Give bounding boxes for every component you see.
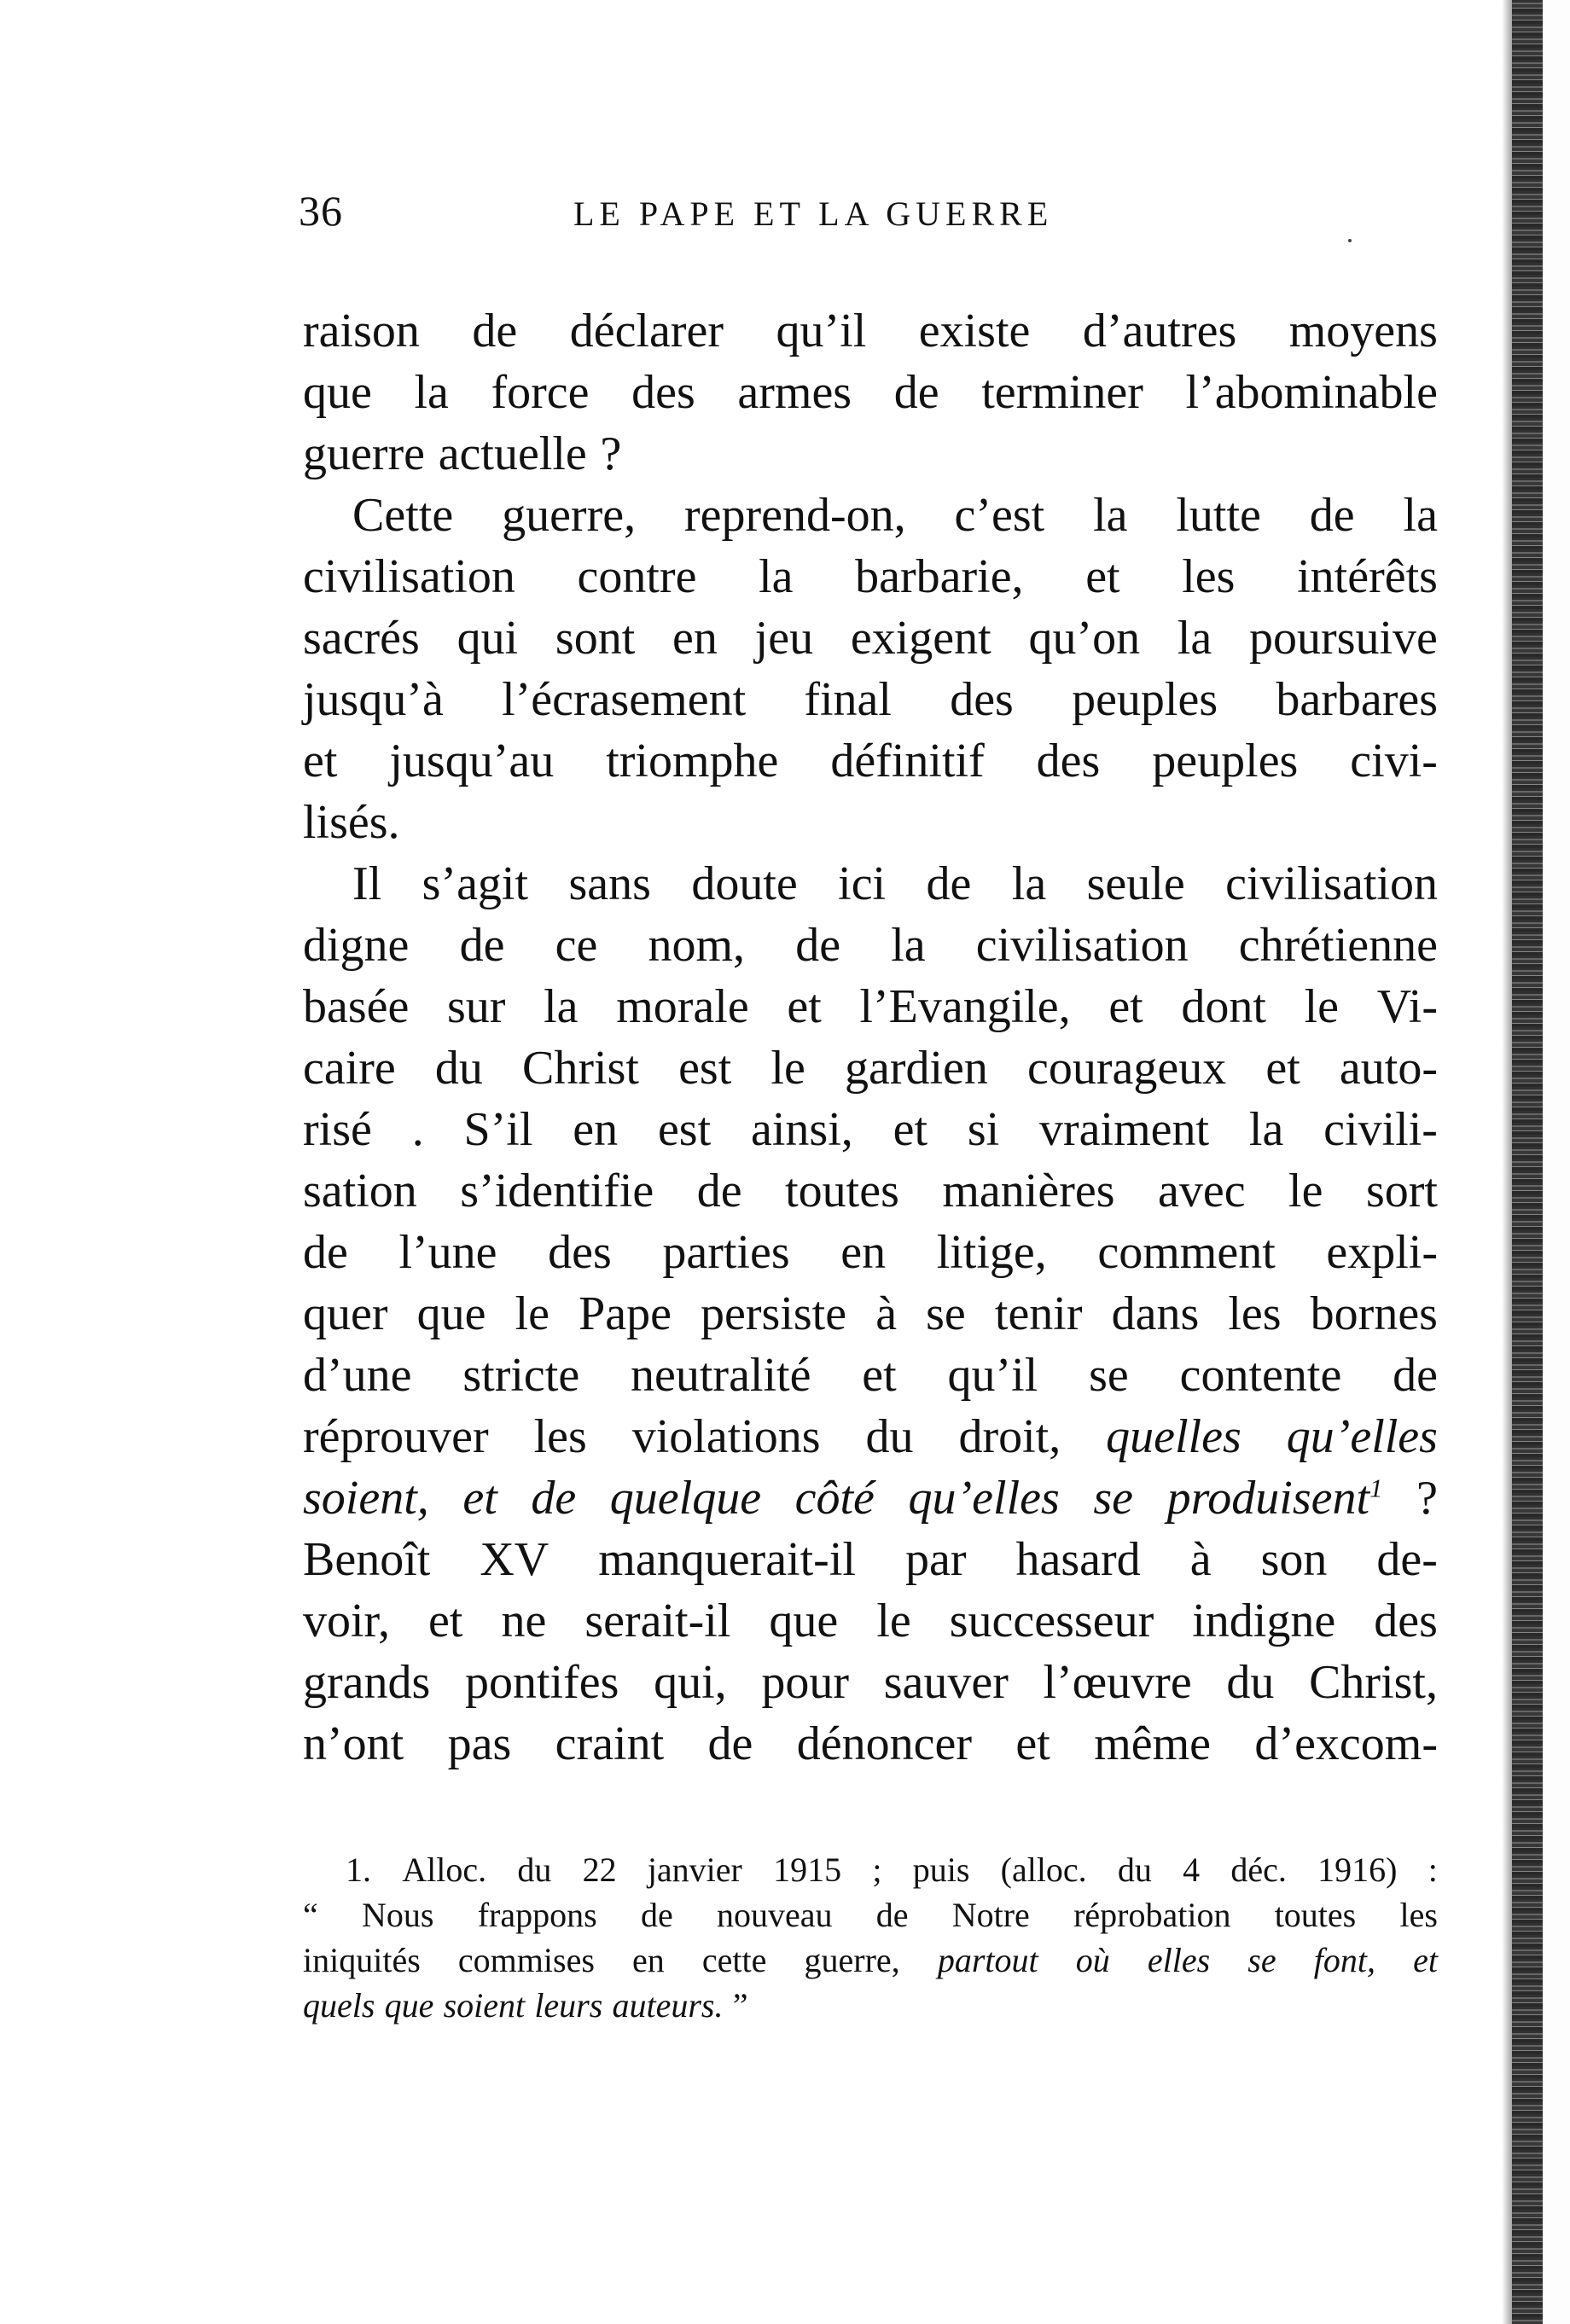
body-line: lisés. bbox=[303, 796, 400, 849]
body-text bbox=[303, 300, 1438, 1775]
body-line: digne de ce nom, de la civilisation chrétienne bbox=[303, 919, 1438, 972]
page-number: 36 bbox=[299, 187, 343, 235]
body-line: sation s’identifie de toutes manières avec le sort bbox=[303, 1165, 1438, 1217]
body-line: de l’une des parties en litige, comment expli- bbox=[303, 1226, 1438, 1279]
body-line: caire du Christ est le gardien courageux et auto- bbox=[303, 1042, 1438, 1095]
body-line: Cette guerre, reprend-on, c’est la lutte de la bbox=[352, 489, 1438, 542]
body-line: réprouver les violations du droit, quelles qu’elles bbox=[303, 1410, 1438, 1463]
body-line: basée sur la morale et l’Evangile, et dont le Vi- bbox=[303, 980, 1438, 1033]
running-head bbox=[299, 181, 1442, 241]
body-line: grands pontifes qui, pour sauver l’œuvre du Christ, bbox=[303, 1656, 1438, 1709]
page-edge-scan-artifact bbox=[1512, 0, 1543, 2324]
body-line: soient, et de quelque côté qu’elles se produisent$^1$ ? bbox=[303, 1472, 1438, 1525]
footnote-line: quels que soient leurs auteurs. ” bbox=[303, 1986, 748, 2025]
body-line: risé . S’il en est ainsi, et si vraiment la civili- bbox=[303, 1103, 1438, 1156]
body-line: jusqu’à l’écrasement final des peuples barbares bbox=[303, 673, 1438, 726]
body-line: Il s’agit sans doute ici de la seule civilisation bbox=[352, 857, 1438, 910]
footnote-marker: 1 bbox=[1369, 1473, 1383, 1503]
body-line: que la force des armes de terminer l’abominable bbox=[303, 366, 1438, 419]
body-line: et jusqu’au triomphe définitif des peuples civi- bbox=[303, 735, 1438, 787]
page-margin-right bbox=[1543, 0, 1570, 2324]
body-line: d’une stricte neutralité et qu’il se contente de bbox=[303, 1349, 1438, 1402]
body-line: civilisation contre la barbarie, et les intérêts bbox=[303, 550, 1438, 603]
running-title: LE PAPE ET LA GUERRE bbox=[573, 195, 1054, 233]
footnote-line: 1. Alloc. du 22 janvier 1915 ; puis (alloc. du 4 déc. 1916) : bbox=[346, 1850, 1438, 1889]
body-line: n’ont pas craint de dénoncer et même d’excom- bbox=[303, 1717, 1438, 1770]
body-line: Benoît XV manquerait-il par hasard à son de- bbox=[303, 1533, 1438, 1586]
footnote-line: iniquités commises en cette guerre, partout où elles se font, et bbox=[303, 1941, 1438, 1979]
body-line: voir, et ne serait-il que le successeur indigne des bbox=[303, 1595, 1438, 1647]
page-gutter-shadow bbox=[1502, 0, 1512, 2324]
footnotes bbox=[303, 1847, 1438, 2028]
body-line: sacrés qui sont en jeu exigent qu’on la poursuive bbox=[303, 612, 1438, 665]
footnote-line: “ Nous frappons de nouveau de Notre réprobation toutes les bbox=[303, 1896, 1438, 1934]
body-line: raison de déclarer qu’il existe d’autres moyens bbox=[303, 305, 1438, 357]
body-line: quer que le Pape persiste à se tenir dans les bornes bbox=[303, 1287, 1438, 1340]
body-line: guerre actuelle ? bbox=[303, 427, 622, 480]
